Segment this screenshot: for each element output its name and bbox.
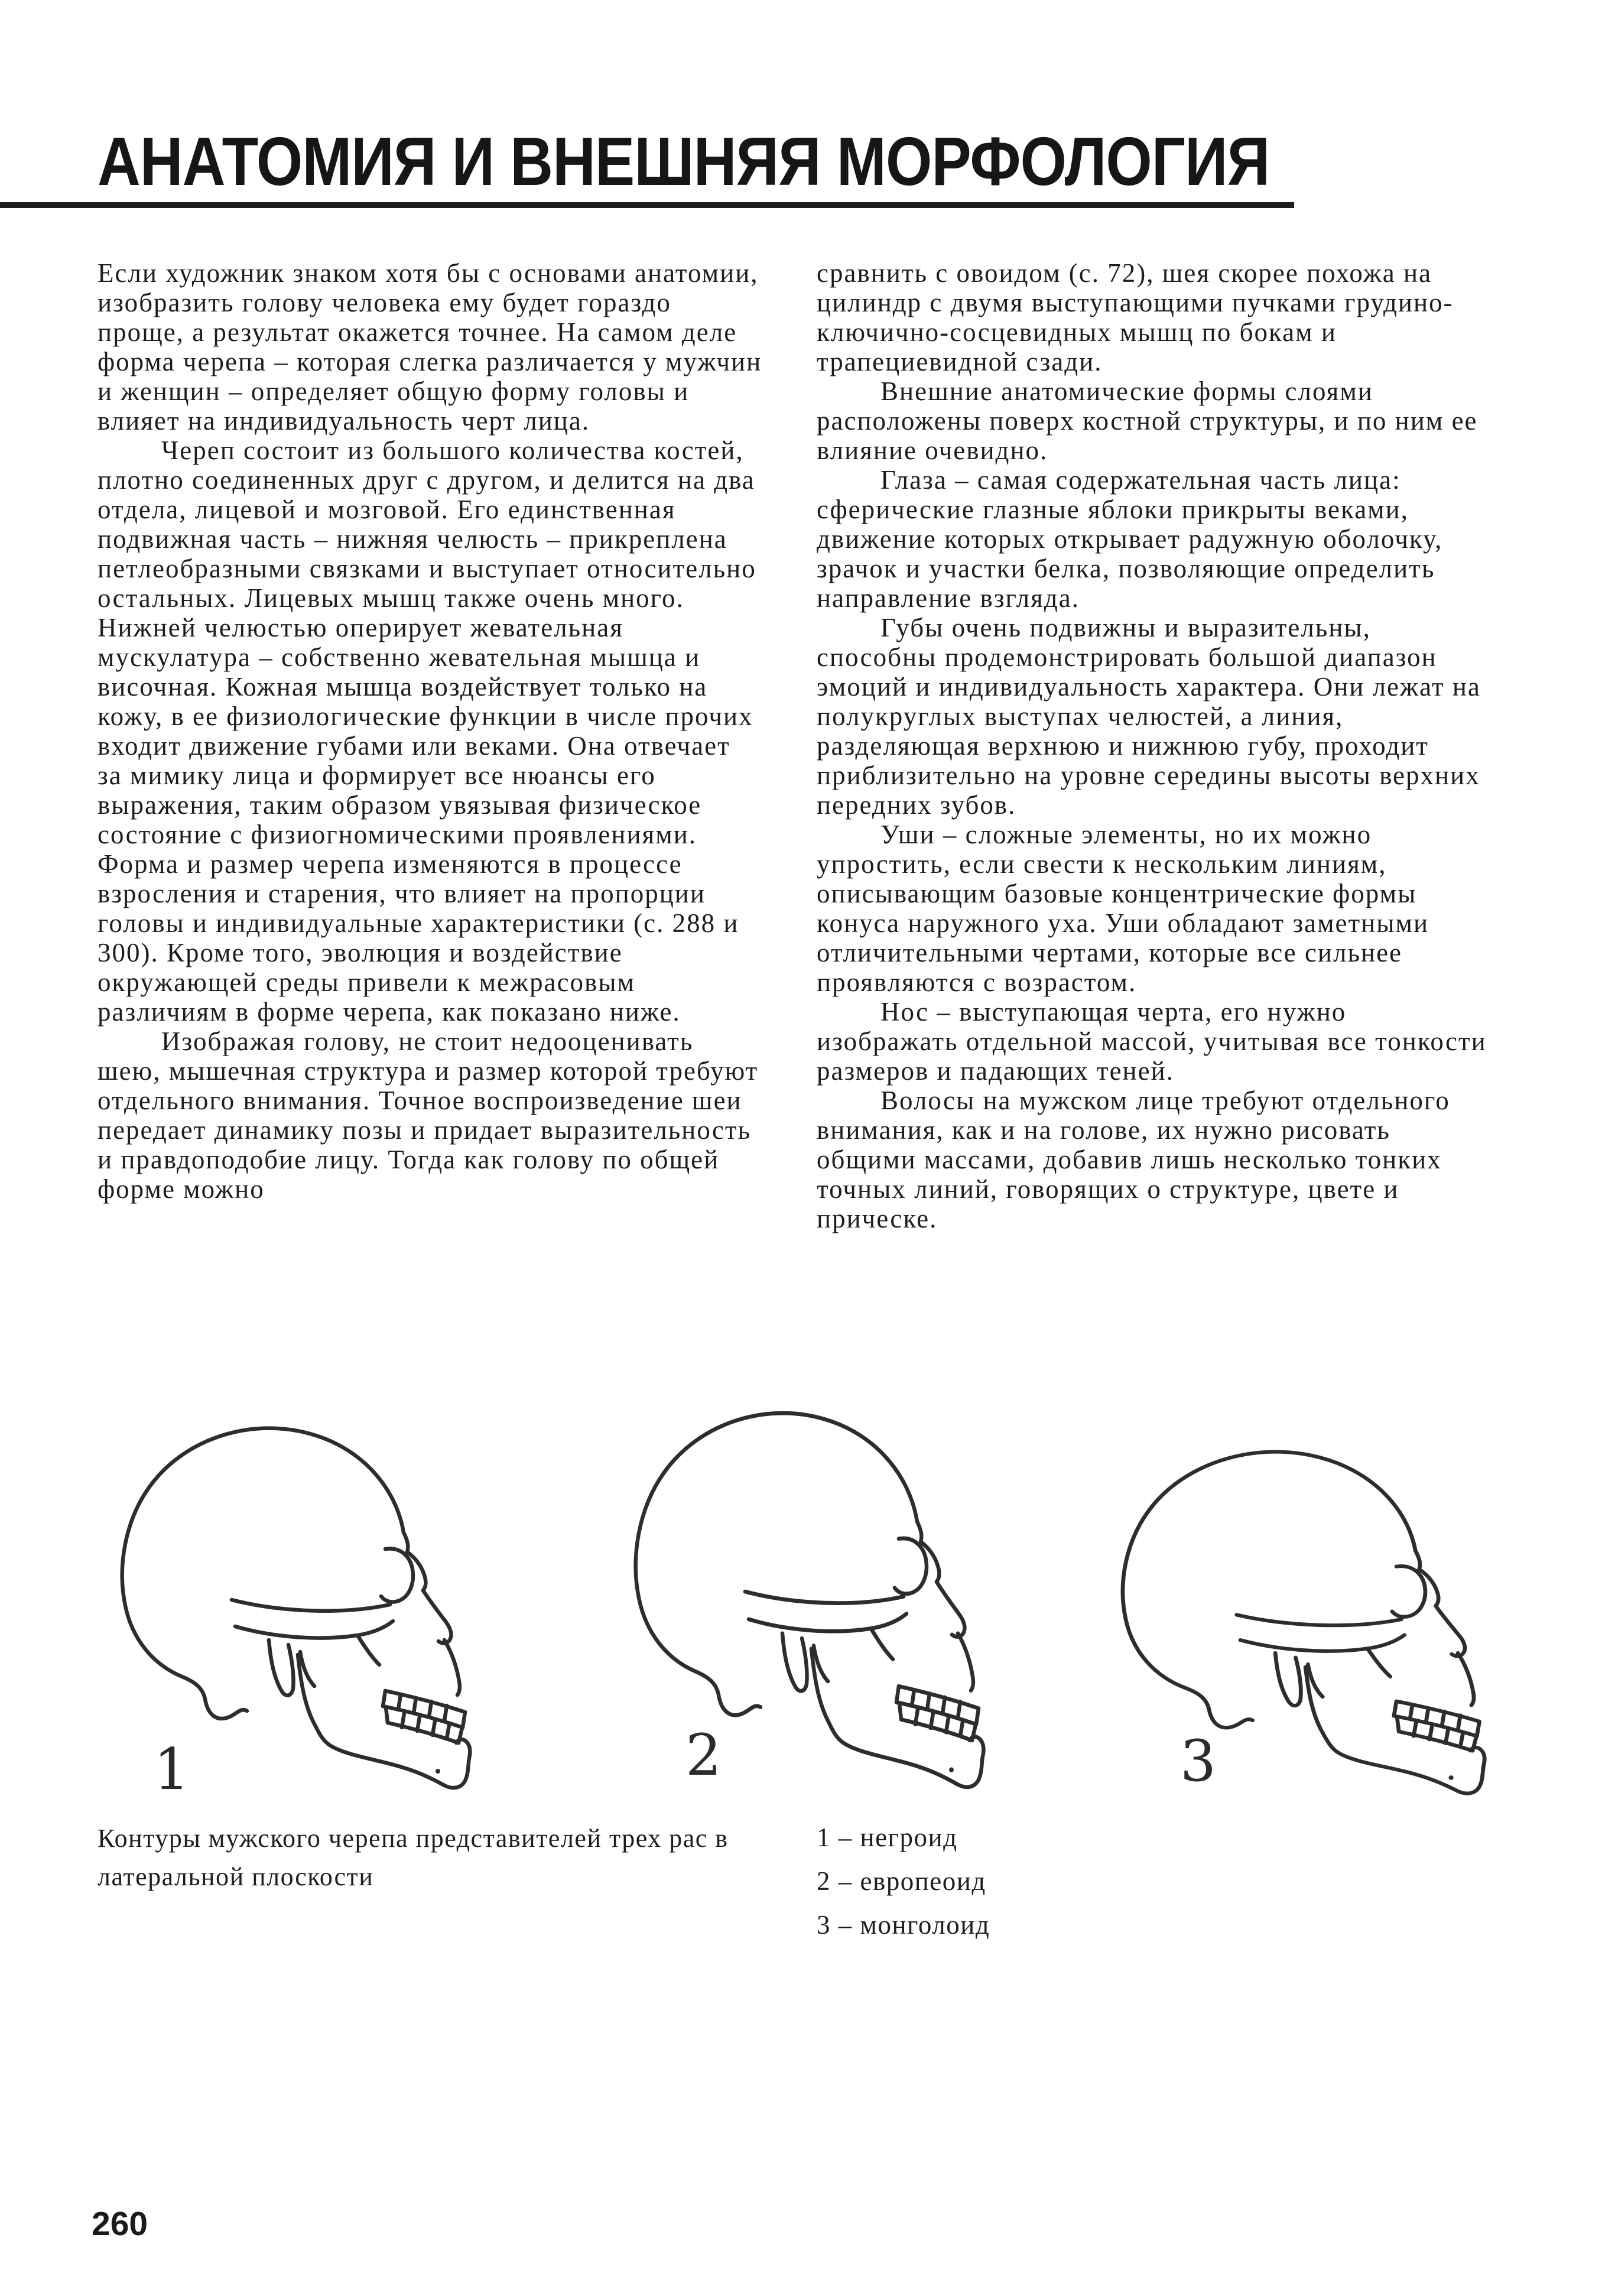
legend-item: 2 – европеоид — [817, 1866, 986, 1896]
figure-number: 1 — [154, 1736, 190, 1803]
text-column-left — [98, 258, 762, 1204]
paragraph: Волосы на мужском лице требуют отдельного внимания, как и на голове, их нужно рисовать общими массами, добавив лишь несколько тонких точных линий, говорящих о структуре, цвете и прическе. — [817, 1086, 1450, 1233]
figure-caption: Контуры мужского черепа представителей трех рас в латеральной плоскости — [98, 1824, 729, 1891]
legend-item: 1 – негроид — [817, 1823, 958, 1852]
skull-figure-1 — [59, 1333, 561, 1805]
skull-figure-2 — [564, 1333, 1067, 1805]
paragraph: Губы очень подвижны и выразительны, способны продемонстрировать большой диапазон эмоций и индивидуальность характера. Они лежат на полукруглых выступах челюстей, а линия, разделяющая верхнюю и нижнюю губу, проходит приблизительно на уровне середины высоты верхних передних зубов. — [817, 613, 1481, 820]
paragraph: Внешние анатомические формы слоями расположены поверх костной структуры, и по ним ее влияние очевидно. — [817, 376, 1478, 465]
paragraph: Череп состоит из большого количества костей, плотно соединенных друг с другом, и делится на два отдела, лицевой и мозговой. Его единственная подвижная часть – нижняя челюсть – прикреплена петлеобразными связками и выступает относительно остальных. Лицевых мышц также очень много. Нижней челюстью оперирует жевательная мускулатура – собственно жевательная мышца и височная. Кожная мышца воздействует только на кожу, в ее физиологические функции в числе прочих входит движение губами или веками. Она отвечает за мимику лица и формирует все нюансы его выражения, таким образом увязывая физическое состояние с физиогномическими проявлениями. Форма и размер черепа изменяются в процессе взросления и старения, что влияет на пропорции головы и индивидуальные характеристики (с. 288 и 300). Кроме того, эволюция и воздействие окружающей среды привели к межрасовым различиям в форме черепа, как показано ниже. — [98, 436, 756, 1027]
figure-number: 3 — [1180, 1728, 1217, 1794]
paragraph: Нос – выступающая черта, его нужно изображать отдельной массой, учитывая все тонкости размеров и падающих теней. — [817, 997, 1487, 1086]
legend-item: 3 – монголоид — [817, 1910, 990, 1940]
skull-lateral-drawing — [1123, 1452, 1484, 1794]
figure-number: 2 — [685, 1722, 722, 1788]
page-title: АНАТОМИЯ И ВНЕШНЯЯ МОРФОЛОГИЯ — [98, 123, 1270, 200]
text-column-right — [817, 258, 1487, 1233]
paragraph: Глаза – самая содержательная часть лица: сферические глазные яблоки прикрыты веками, движение которых открывает радужную оболочку, зрачок и участки белка, позволяющие определить направление взгляда. — [817, 465, 1443, 613]
paragraph: Если художник знаком хотя бы с основами анатомии, изобразить голову человека ему будет гораздо проще, а результат окажется точнее. На самом деле форма черепа – которая слегка различается у мужчин и женщин – определяет общую форму головы и влияет на индивидуальность черт лица. — [98, 258, 762, 436]
title-rule — [0, 202, 1294, 208]
figure-legend — [817, 1816, 990, 1947]
paragraph: Изображая голову, не стоит недооценивать шею, мышечная структура и размер которой требуют отдельного внимания. Точное воспроизведение шеи передает динамику позы и придает выразительность и правдоподобие лицу. Тогда как голову по общей форме можно — [98, 1027, 759, 1204]
skull-figure-3 — [1067, 1333, 1569, 1805]
paragraph: Уши – сложные элементы, но их можно упростить, если свести к нескольким линиям, описывающим базовые концентрические формы конуса наружного уха. Уши обладают заметными отличительными чертами, которые все сильнее проявляются с возрастом. — [817, 820, 1429, 997]
page-number: 260 — [92, 2205, 148, 2243]
paragraph: сравнить с овоидом (с. 72), шея скорее похожа на цилиндр с двумя выступающими пучками грудино-ключично-сосцевидных мышц по бокам и трапециевидной сзади. — [817, 258, 1454, 376]
skull-lateral-drawing — [122, 1428, 470, 1788]
